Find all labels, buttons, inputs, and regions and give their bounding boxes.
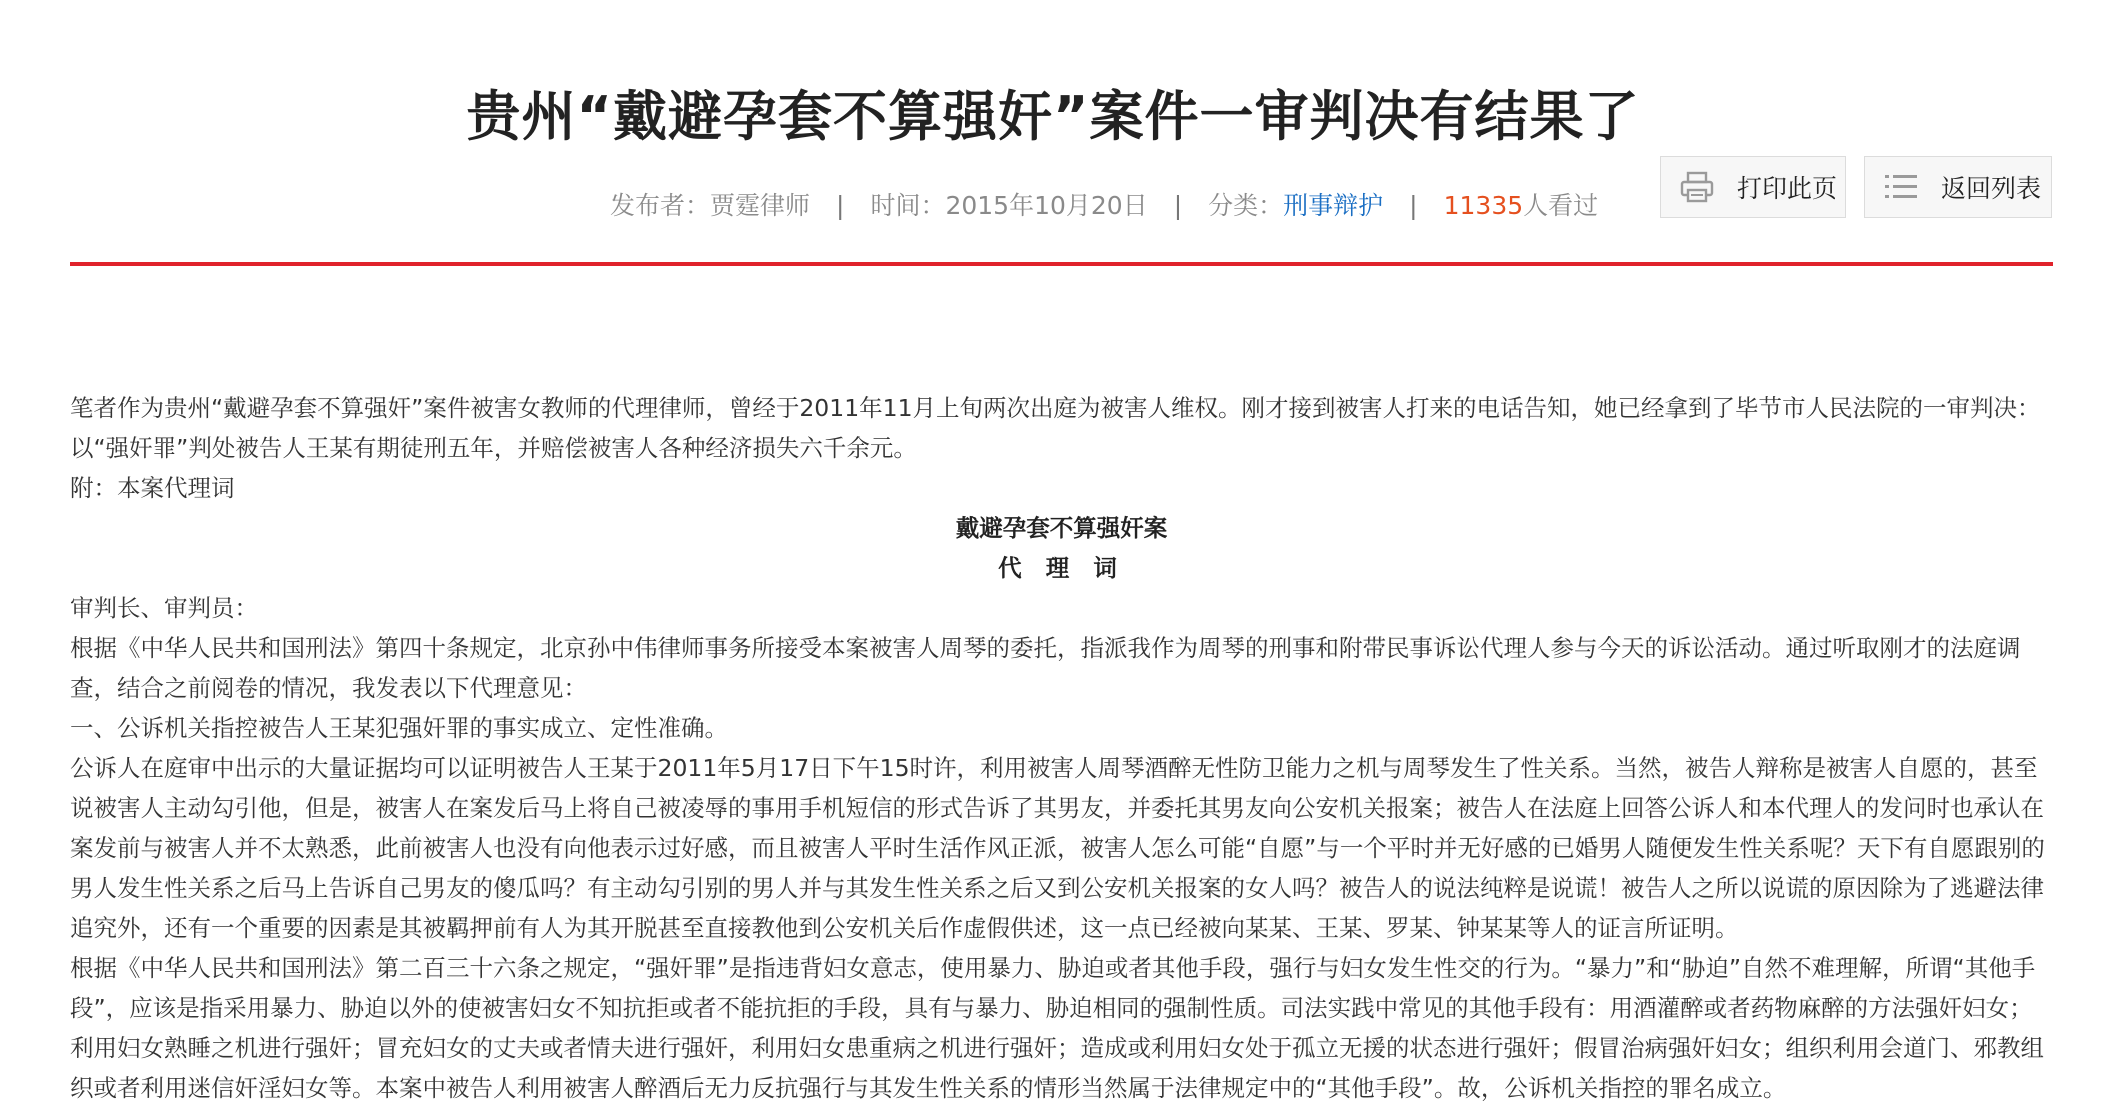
- meta-divider: |: [1409, 191, 1418, 220]
- back-to-list-button[interactable]: [1864, 156, 2052, 218]
- meta-divider: |: [836, 191, 845, 220]
- paragraph: 公诉人在庭审中出示的大量证据均可以证明被告人王某于2011年5月17日下午15时许，利用被害人周琴酒醉无性防卫能力之机与周琴发生了性关系。当然，被告人辩称是被害人自愿的，甚至说被害人主动勾引他，但是，被害人在案发后马上将自己被凌辱的事用手机短信的形式告诉了其男友，并委托其男友向公安机关报案；被告人在法庭上回答公诉人和本代理人的发问时也承认在案发前与被害人并不太熟悉，此前被害人也没有向他表示过好感，而且被害人平时生活作风正派，被害人怎么可能“自愿”与一个平时并无好感的已婚男人随便发生性关系呢？天下有自愿跟别的男人发生性关系之后马上告诉自己男友的傻瓜吗？有主动勾引别的男人并与其发生性关系之后又到公安机关报案的女人吗？被告人的说法纯粹是说谎！被告人之所以说谎的原因除为了逃避法律追究外，还有一个重要的因素是其被羁押前有人为其开脱甚至直接教他到公安机关后作虚假供述，这一点已经被向某某、王某、罗某、钟某某等人的证言所证明。: [70, 754, 2045, 942]
- printer-icon: [1679, 169, 1715, 205]
- print-button[interactable]: [1660, 156, 1846, 218]
- category-link[interactable]: 刑事辩护: [1283, 191, 1384, 220]
- view-count-suffix: 人看过: [1523, 191, 1599, 220]
- list-icon: [1883, 169, 1919, 205]
- salutation: 审判长、审判员：: [70, 594, 258, 622]
- category-label: 分类：: [1208, 191, 1284, 220]
- paragraph: 根据《中华人民共和国刑法》第四十条规定，北京孙中伟律师事务所接受本案被害人周琴的委托，指派我作为周琴的刑事和附带民事诉讼代理人参与今天的诉讼活动。通过听取刚才的法庭调查，结合之前阅卷的情况，我发表以下代理意见：: [70, 634, 2021, 702]
- attachment-note: 附：本案代理词: [70, 474, 235, 502]
- publish-time: 时间：2015年10月20日: [870, 191, 1148, 220]
- document-heading: 戴避孕套不算强奸案: [955, 514, 1168, 542]
- intro-paragraph: 笔者作为贵州“戴避孕套不算强奸”案件被害女教师的代理律师，曾经于2011年11月上旬两次出庭为被害人维权。刚才接到被害人打来的电话告知，她已经拿到了毕节市人民法院的一审判决：以“强奸罪”判处被告人王某有期徒刑五年，并赔偿被害人各种经济损失六千余元。: [70, 394, 2041, 462]
- paragraph: 根据《中华人民共和国刑法》第二百三十六条之规定，“强奸罪”是指违背妇女意志，使用暴力、胁迫或者其他手段，强行与妇女发生性交的行为。“暴力”和“胁迫”自然不难理解，所谓“其他手段”，应该是指采用暴力、胁迫以外的使被害妇女不知抗拒或者不能抗拒的手段，具有与暴力、胁迫相同的强制性质。司法实践中常见的其他手段有：用酒灌醉或者药物麻醉的方法强奸妇女；利用妇女熟睡之机进行强奸；冒充妇女的丈夫或者情夫进行强奸，利用妇女患重病之机进行强奸；造成或利用妇女处于孤立无援的状态进行强奸；假冒治病强奸妇女；组织利用会道门、邪教组织或者利用迷信奸淫妇女等。本案中被告人利用被害人醉酒后无力反抗强行与其发生性关系的情形当然属于法律规定中的“其他手段”。故，公诉机关指控的罪名成立。: [70, 954, 2044, 1102]
- page-title: 贵州“戴避孕套不算强奸”案件一审判决有结果了: [466, 85, 1640, 148]
- meta-divider: |: [1173, 191, 1183, 220]
- view-count: 11335: [1443, 191, 1524, 220]
- section-heading: 一、公诉机关指控被告人王某犯强奸罪的事实成立、定性准确。: [70, 714, 728, 742]
- article-meta: [610, 186, 1598, 226]
- title-divider: [70, 262, 2053, 266]
- print-button-label: 打印此页: [1737, 174, 1838, 203]
- back-to-list-label: 返回列表: [1941, 174, 2042, 203]
- publisher: 发布者：贾霆律师: [610, 191, 811, 220]
- article-body: [70, 388, 2053, 1108]
- document-subheading: 代 理 词: [998, 554, 1125, 582]
